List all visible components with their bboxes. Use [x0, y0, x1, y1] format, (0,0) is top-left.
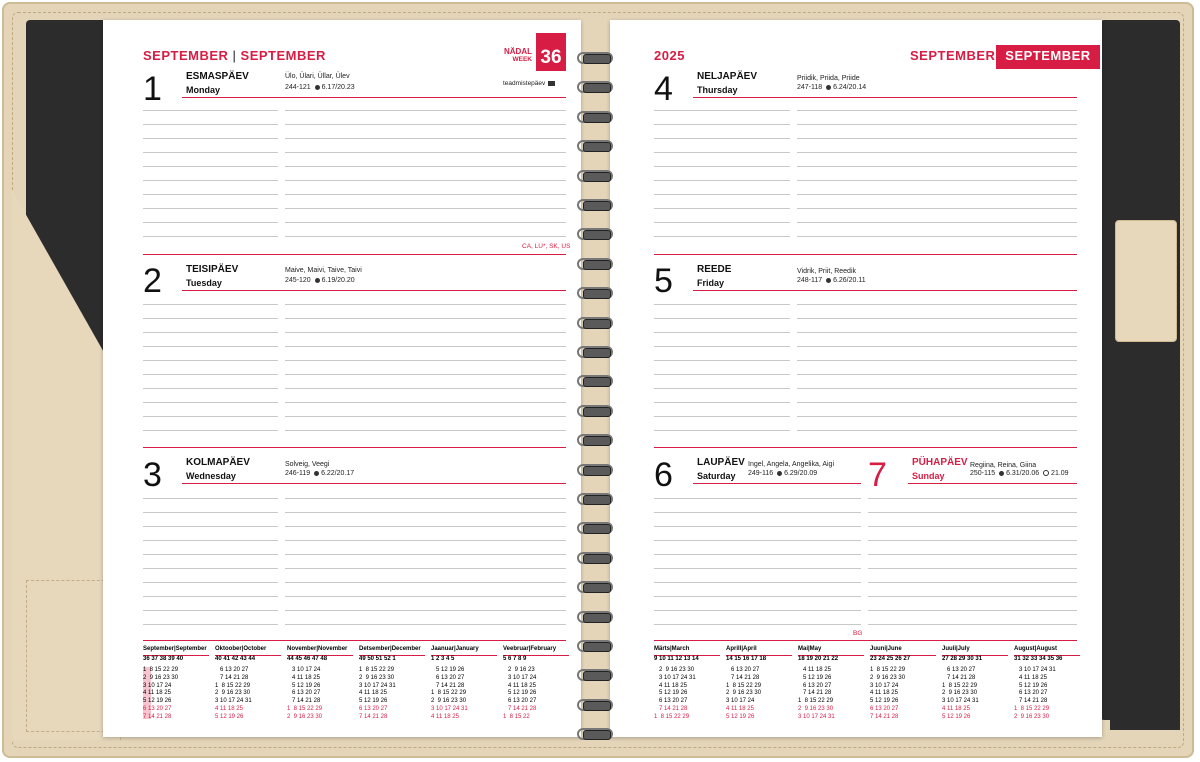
day-divider [693, 290, 1077, 291]
day-count: 246-119 [285, 470, 311, 477]
day-name-en: Wednesday [186, 471, 236, 481]
mini-calendar-row: 3 10 17 24 [287, 667, 321, 673]
mini-calendar-row: 7 14 21 28 [1014, 698, 1048, 705]
mini-calendar-row: 4 11 18 25 [503, 682, 536, 689]
mini-calendar-row: 4 11 18 25 [654, 682, 687, 689]
mini-calendar-row: 5 12 19 26 [798, 674, 832, 681]
sun-icon [314, 471, 319, 476]
mini-calendar-row: 1 8 15 22 29 [431, 690, 467, 697]
mini-calendar-title: August|August [1014, 646, 1058, 652]
day-name-et: KOLMAPÄEV [186, 457, 250, 468]
binding-ring [577, 669, 615, 681]
day-name-en: Monday [186, 85, 221, 95]
binding-ring [577, 728, 615, 740]
mini-calendar-row: 1 8 15 22 29 [143, 667, 179, 673]
mini-calendar-row: 7 14 21 28 [870, 713, 899, 720]
mini-calendar-row: 7 14 21 28 [359, 713, 388, 720]
note-lines[interactable] [868, 498, 1077, 628]
sun-times: 6.31/20.06 [1006, 470, 1040, 477]
binding-ring [577, 552, 615, 564]
mini-calendar-row: 6 13 20 27 [359, 706, 388, 712]
day-stat [797, 277, 866, 284]
mini-calendar-row: 5 12 19 26 [726, 713, 755, 720]
mini-calendar-title: Mai|May [798, 646, 822, 652]
day-stat [748, 470, 817, 477]
mini-calendar-row: 5 12 19 26 [431, 667, 465, 673]
note-lines[interactable] [285, 498, 566, 628]
mini-calendar-row: 4 11 18 25 [798, 667, 831, 673]
mini-calendar-row: 3 10 17 24 31 [654, 674, 696, 681]
note-lines[interactable] [797, 304, 1077, 444]
name-days: Priidik, Priida, Priide [797, 75, 860, 82]
name-days: Solveig, Veegi [285, 461, 330, 468]
moon-time: 21.09 [1051, 470, 1069, 477]
binding-ring [577, 611, 615, 623]
mini-calendar-weeks: 36 37 38 39 40 [143, 655, 209, 662]
mini-calendar-row: 2 9 16 23 30 [143, 674, 179, 681]
mini-calendar-row: 7 14 21 28 [942, 674, 976, 681]
day-name-et: ESMASPÄEV [186, 71, 249, 82]
mini-calendar-row: 5 12 19 26 [942, 713, 971, 720]
mini-calendar-row: 3 10 17 24 [870, 682, 899, 689]
mini-calendar-row: 6 13 20 27 [503, 698, 537, 705]
mini-calendar-row: 7 14 21 28 [215, 674, 249, 681]
mini-calendar-row: 4 11 18 25 [215, 706, 243, 712]
mini-calendar-weeks: 14 15 16 17 18 [726, 655, 792, 662]
mini-calendar-title: Veebruar|February [503, 646, 557, 652]
mini-calendar-row: 4 11 18 25 [287, 674, 320, 681]
mini-calendar-row: 4 11 18 25 [870, 690, 898, 697]
mini-calendar-row: 2 9 16 23 30 [431, 698, 467, 705]
mini-calendar-row: 3 10 17 24 31 [215, 698, 252, 705]
mini-calendar-weeks: 1 2 3 4 5 [431, 655, 497, 662]
mini-calendar-title: Detsember|December [359, 646, 421, 652]
mini-calendar-title: September|September [143, 646, 207, 652]
mini-calendar-row: 3 10 17 24 31 [359, 682, 396, 689]
mini-calendar-row: 3 10 17 24 31 [431, 706, 468, 712]
mini-calendar-row: 5 12 19 26 [143, 698, 172, 705]
mini-calendar-row: 4 11 18 25 [942, 706, 970, 712]
note-lines[interactable] [285, 304, 566, 444]
day-name-en: Sunday [912, 471, 945, 481]
binding-ring [577, 493, 615, 505]
month-et: SEPTEMBER [910, 48, 996, 63]
mini-calendar-row: 5 12 19 26 [503, 690, 537, 697]
mini-calendar-row: 6 13 20 27 [726, 667, 760, 673]
country-codes: BG [853, 630, 863, 637]
day-count: 249-116 [748, 470, 774, 477]
mini-calendar-row: 6 13 20 27 [654, 698, 688, 705]
binding-ring [577, 581, 615, 593]
name-days: Regiina, Reina, Giina [970, 462, 1037, 469]
binding-ring [577, 405, 615, 417]
mini-calendar-row: 5 12 19 26 [287, 682, 321, 689]
day-count: 248-117 [797, 277, 823, 284]
country-codes: CA, LU*, SK, US [522, 243, 571, 250]
binding-ring [577, 111, 615, 123]
sun-icon [826, 85, 831, 90]
day-divider [182, 97, 566, 98]
day-stat [285, 470, 354, 477]
mini-calendar-row: 6 13 20 27 [870, 706, 899, 712]
day-divider [182, 483, 566, 484]
day-name-et: REEDE [697, 264, 732, 275]
binding-ring [577, 199, 615, 211]
full-moon-icon [1043, 470, 1049, 476]
mini-calendar-row: 4 11 18 25 [726, 706, 754, 712]
binding-ring [577, 317, 615, 329]
mini-calendar-title: November|November [287, 646, 348, 652]
mini-calendar-row: 6 13 20 27 [1014, 690, 1048, 697]
mini-calendar-row: 1 8 15 22 29 [359, 667, 395, 673]
mini-calendar-weeks: 44 45 46 47 48 [287, 655, 353, 662]
week-label-en: WEEK [512, 56, 532, 63]
mini-calendar-row: 5 12 19 26 [870, 698, 899, 705]
mini-calendar-row: 6 13 20 27 [942, 667, 976, 673]
time-lines[interactable] [143, 110, 278, 250]
mini-calendar-title: Oktoober|October [215, 646, 267, 652]
binding-ring [577, 434, 615, 446]
sun-times: 6.29/20.09 [784, 470, 818, 477]
mini-calendar-weeks: 9 10 11 12 13 14 [654, 655, 720, 662]
day-number: 3 [143, 456, 162, 494]
day-number: 2 [143, 262, 162, 300]
month-separator: | [232, 48, 237, 63]
mini-calendar-row: 4 11 18 25 [143, 690, 171, 697]
mini-calendar-row: 2 9 16 23 30 [654, 667, 695, 673]
mini-calendar-row: 5 12 19 26 [1014, 682, 1048, 689]
day-name-en: Saturday [697, 471, 736, 481]
mini-calendar-row: 3 10 17 24 [143, 682, 172, 689]
sun-times: 6.19/20.20 [321, 277, 355, 284]
mini-calendar-row: 5 12 19 26 [654, 690, 688, 697]
flag-icon [548, 81, 555, 86]
sun-icon [826, 278, 831, 283]
pen-strap[interactable] [1115, 220, 1177, 342]
cover-pocket-right[interactable] [1110, 350, 1180, 730]
day-count: 250-115 [970, 470, 996, 477]
day-name-et: PÜHAPÄEV [912, 457, 968, 468]
day-count: 247-118 [797, 84, 823, 91]
mini-calendar-row: 2 9 16 23 30 [798, 706, 834, 712]
day-divider [182, 290, 566, 291]
mini-calendar-row: 1 8 15 22 29 [870, 667, 906, 673]
day-stat [285, 84, 355, 91]
note-lines[interactable] [285, 110, 566, 250]
mini-calendar-row: 6 13 20 27 [215, 667, 249, 673]
binding-ring [577, 170, 615, 182]
day-separator [654, 447, 1077, 448]
day-stat [970, 470, 1069, 477]
mini-calendar-row: 1 8 15 22 29 [942, 682, 978, 689]
mini-calendar-row: 7 14 21 28 [143, 713, 172, 720]
month-et: SEPTEMBER [143, 48, 229, 63]
week-number-badge: 36 [536, 33, 566, 71]
sun-times: 6.17/20.23 [321, 84, 355, 91]
mini-calendar-weeks: 27 28 29 30 31 [942, 655, 1008, 662]
day-number: 4 [654, 70, 673, 108]
mini-calendar-row: 2 9 16 23 30 [870, 674, 906, 681]
mini-calendar-row: 6 13 20 27 [287, 690, 321, 697]
day-name-et: LAUPÄEV [697, 457, 745, 468]
mini-calendar-row: 1 8 15 22 29 [215, 682, 251, 689]
mini-calendar-title: Märts|March [654, 646, 690, 652]
day-separator [654, 254, 1077, 255]
mini-calendar-row: 2 9 16 23 30 [359, 674, 395, 681]
mini-calendar-row: 1 8 15 22 29 [1014, 706, 1050, 712]
day-number: 5 [654, 262, 673, 300]
day-divider [693, 483, 861, 484]
left-month-header [143, 48, 326, 63]
day-number-sunday: 7 [868, 456, 887, 494]
day-stat [797, 84, 866, 91]
day-number: 6 [654, 456, 673, 494]
day-number: 1 [143, 70, 162, 108]
note-lines[interactable] [654, 498, 861, 628]
day-name-et: TEISIPÄEV [186, 264, 239, 275]
mini-calendar-row: 1 8 15 22 29 [654, 713, 690, 720]
day-separator [143, 254, 566, 255]
sun-times: 6.26/20.11 [833, 277, 866, 284]
binding-ring [577, 228, 615, 240]
holiday-label: teadmistepäev [503, 80, 546, 87]
binding-ring [577, 258, 615, 270]
mini-calendar-row: 2 9 16 23 30 [1014, 713, 1050, 720]
mini-calendar-row: 4 11 18 25 [431, 713, 459, 720]
mini-calendar-title: Juuli|July [942, 646, 970, 652]
mini-calendar-row: 7 14 21 28 [287, 698, 321, 705]
day-name-en: Thursday [697, 85, 738, 95]
mini-calendar-title: Juuni|June [870, 646, 902, 652]
mini-calendar-row: 7 14 21 28 [503, 706, 537, 712]
day-count: 244-121 [285, 84, 311, 91]
mini-calendar-row: 7 14 21 28 [726, 674, 760, 681]
binding-ring [577, 81, 615, 93]
mini-calendar-weeks: 49 50 51 52 1 [359, 655, 425, 662]
mini-calendar-row: 5 12 19 26 [215, 713, 244, 720]
binding-ring [577, 699, 615, 711]
time-lines[interactable] [654, 110, 790, 250]
sun-icon [315, 278, 320, 283]
mini-calendar-row: 7 14 21 28 [654, 706, 688, 712]
mini-calendar-title: Aprill|April [726, 646, 757, 652]
day-name-et: NELJAPÄEV [697, 71, 758, 82]
mini-calendar-row: 2 9 16 23 30 [942, 690, 978, 697]
mini-calendar-weeks: 5 6 7 8 9 [503, 655, 569, 662]
day-divider [693, 97, 1077, 98]
mini-calendar-row: 3 10 17 24 [726, 698, 755, 705]
binding-ring [577, 52, 615, 64]
binding-ring [577, 522, 615, 534]
mini-calendar-row: 2 9 16 23 30 [287, 713, 323, 720]
mini-calendar-row: 4 11 18 25 [359, 690, 387, 697]
mini-calendar-row: 6 13 20 27 [431, 674, 465, 681]
mini-calendar-row: 3 10 17 24 31 [798, 713, 835, 720]
mini-calendar-row: 1 8 15 22 29 [726, 682, 762, 689]
binding-ring [577, 375, 615, 387]
binding-ring [577, 140, 615, 152]
calendar-strip-divider [143, 640, 566, 641]
mini-calendar-row: 7 14 21 28 [431, 682, 465, 689]
sun-icon [999, 471, 1004, 476]
mini-calendar-title: Jaanuar|January [431, 646, 479, 652]
mini-calendar-row: 3 10 17 24 31 [942, 698, 979, 705]
day-stat [285, 277, 355, 284]
mini-calendar-row: 5 12 19 26 [359, 698, 388, 705]
binding-ring [577, 346, 615, 358]
mini-calendar-row: 1 8 15 22 [503, 713, 530, 720]
time-lines[interactable] [143, 304, 278, 444]
time-lines[interactable] [654, 304, 790, 444]
day-divider [908, 483, 1077, 484]
year-header: 2025 [654, 48, 685, 63]
time-lines[interactable] [143, 498, 278, 628]
mini-calendar-row: 1 8 15 22 29 [287, 706, 323, 712]
binding-ring [577, 464, 615, 476]
day-name-en: Friday [697, 278, 725, 288]
mini-calendar-weeks: 18 19 20 21 22 [798, 655, 864, 662]
day-count: 245-120 [285, 277, 311, 284]
mini-calendar-row: 2 9 16 23 30 [215, 690, 251, 697]
mini-calendar-row: 3 10 17 24 [503, 674, 537, 681]
mini-calendar-row: 1 8 15 22 29 [798, 698, 834, 705]
mini-calendar-row: 7 14 21 28 [798, 690, 832, 697]
note-lines[interactable] [797, 110, 1077, 250]
name-days: Ülo, Ülari, Üllar, Ülev [285, 73, 350, 80]
holiday-note [503, 80, 555, 87]
month-en: SEPTEMBER [240, 48, 326, 63]
mini-calendar-row: 6 13 20 27 [798, 682, 832, 689]
sun-times: 6.24/20.14 [833, 84, 867, 91]
mini-calendar-row: 2 9 16 23 [503, 667, 535, 673]
mini-calendar-row: 6 13 20 27 [143, 706, 172, 712]
binding-ring [577, 287, 615, 299]
mini-calendar-weeks: 23 24 25 26 27 [870, 655, 936, 662]
name-days: Vidrik, Priit, Reedik [797, 268, 857, 275]
mini-calendar-weeks: 31 32 33 34 35 36 [1014, 655, 1080, 662]
name-days: Ingel, Angela, Angelika, Aigi [748, 461, 835, 468]
week-label [490, 48, 532, 64]
calendar-strip-divider [654, 640, 1077, 641]
day-separator [143, 447, 566, 448]
sun-times: 6.22/20.17 [321, 470, 355, 477]
mini-calendar-row: 4 11 18 25 [1014, 674, 1047, 681]
mini-calendar-weeks: 40 41 42 43 44 [215, 655, 281, 662]
day-name-en: Tuesday [186, 278, 222, 288]
week-label-et: NÄDAL [504, 47, 532, 56]
month-en-badge: SEPTEMBER [996, 45, 1100, 69]
binding-ring [577, 640, 615, 652]
name-days: Maive, Maivi, Taive, Taivi [285, 267, 362, 274]
mini-calendar-row: 3 10 17 24 31 [1014, 667, 1056, 673]
mini-calendar-row: 2 9 16 23 30 [726, 690, 762, 697]
sun-icon [315, 85, 320, 90]
sun-icon [777, 471, 782, 476]
